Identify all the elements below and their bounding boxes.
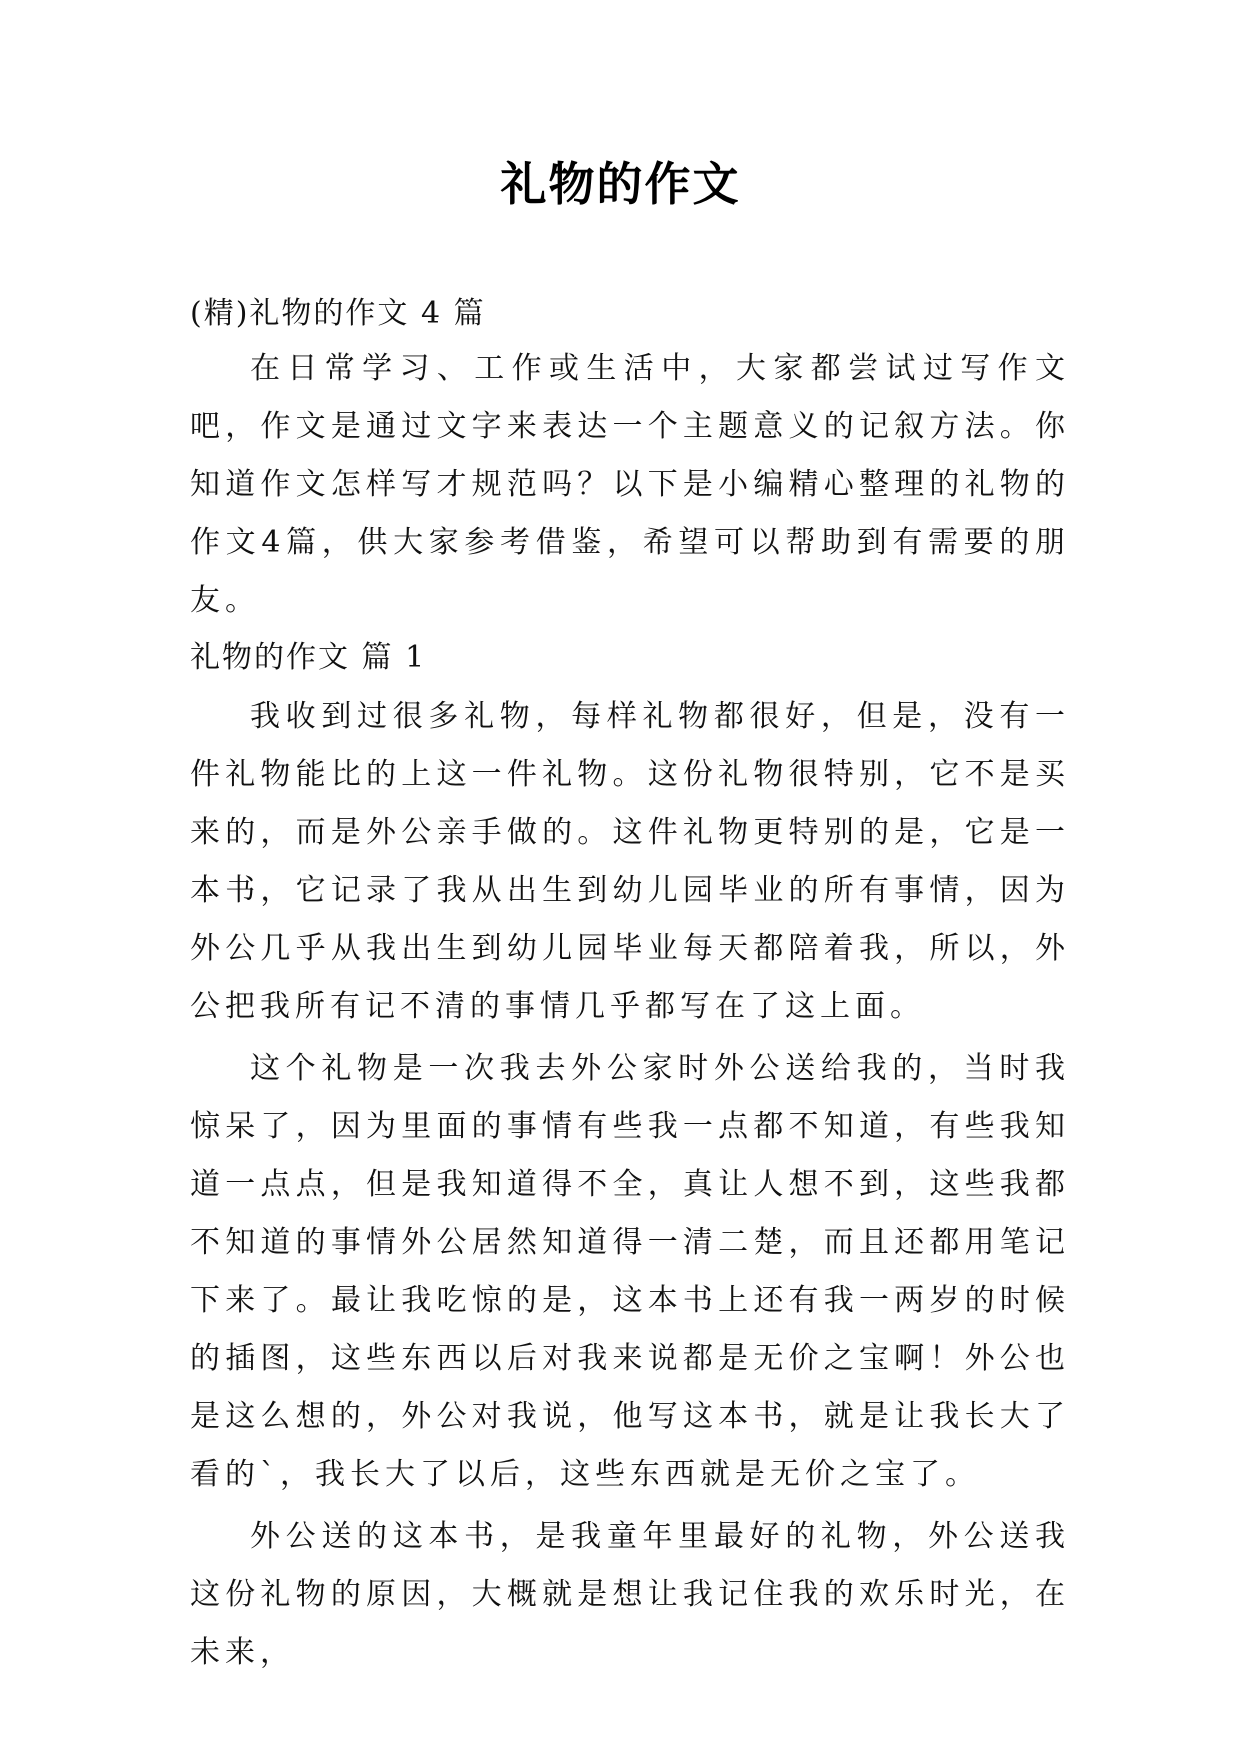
- document-title: 礼物的作文: [500, 157, 741, 211]
- paragraph-3: 外公送的这本书，是我童年里最好的礼物，外公送我这份礼物的原因，大概就是想让我记住我的欢乐时光，在未来，: [190, 1519, 1070, 1670]
- paragraph-2: 这个礼物是一次我去外公家时外公送给我的，当时我惊呆了，因为里面的事情有些我一点都不知道，有些我知道一点点，但是我知道得不全，真让人想不到，这些我都不知道的事情外公居然知道得一清二楚，而且还都用笔记下来了。最让我吃惊的是，这本书上还有我一两岁的时候的插图，这些东西以后对我来说都是无价之宝啊！外公也是这么想的，外公对我说，他写这本书，就是让我长大了看的`，我长大了以后，这些东西就是无价之宝了。: [190, 1051, 1070, 1492]
- document-subtitle: (精)礼物的作文 4 篇: [190, 296, 486, 331]
- document-body: [190, 292, 1070, 1682]
- paragraph-1: 我收到过很多礼物，每样礼物都很好，但是，没有一件礼物能比的上这一件礼物。这份礼物很特别，它不是买来的，而是外公亲手做的。这件礼物更特别的是，它是一本书，它记录了我从出生到幼儿园毕业的所有事情，因为外公几乎从我出生到幼儿园毕业每天都陪着我，所以，外公把我所有记不清的事情几乎都写在了这上面。: [190, 699, 1070, 1024]
- section-heading-1: 礼物的作文 篇 1: [190, 640, 427, 675]
- intro-paragraph: 在日常学习、工作或生活中，大家都尝试过写作文吧，作文是通过文字来表达一个主题意义的记叙方法。你知道作文怎样写才规范吗？以下是小编精心整理的礼物的作文4篇，供大家参考借鉴，希望可以帮助到有需要的朋友。: [190, 351, 1070, 618]
